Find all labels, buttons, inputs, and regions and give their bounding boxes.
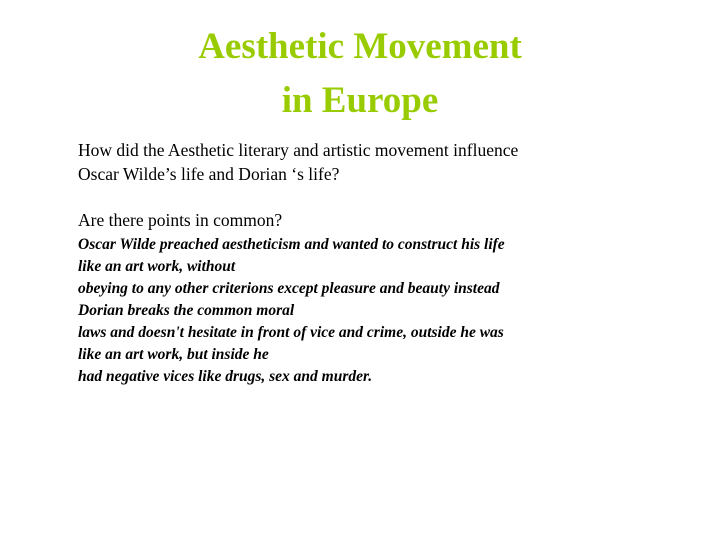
answer-line: had negative vices like drugs, sex and murder. bbox=[78, 368, 373, 385]
answer-line: laws and doesn't hesitate in front of vice and crime, outside he was bbox=[78, 324, 504, 341]
answer-line: obeying to any other criterions except pleasure and beauty instead bbox=[78, 280, 500, 297]
question-1-line-2: Oscar Wilde’s life and Dorian ‘s life? bbox=[78, 164, 340, 184]
title-line-1: Aesthetic Movement bbox=[198, 26, 522, 67]
question-1 bbox=[78, 138, 678, 186]
answer-paragraph bbox=[78, 234, 678, 388]
question-2: Are there points in common? bbox=[78, 210, 283, 230]
answer-line: Oscar Wilde preached aestheticism and wanted to construct his life bbox=[78, 236, 505, 253]
question-1-line-1: How did the Aesthetic literary and artistic movement influence bbox=[78, 140, 519, 160]
title-line-2: in Europe bbox=[281, 80, 439, 121]
answer-line: like an art work, but inside he bbox=[78, 346, 269, 363]
slide-title bbox=[0, 20, 720, 128]
answer-line: like an art work, without bbox=[78, 258, 236, 275]
answer-line: Dorian breaks the common moral bbox=[78, 302, 295, 319]
slide-body bbox=[78, 138, 678, 388]
